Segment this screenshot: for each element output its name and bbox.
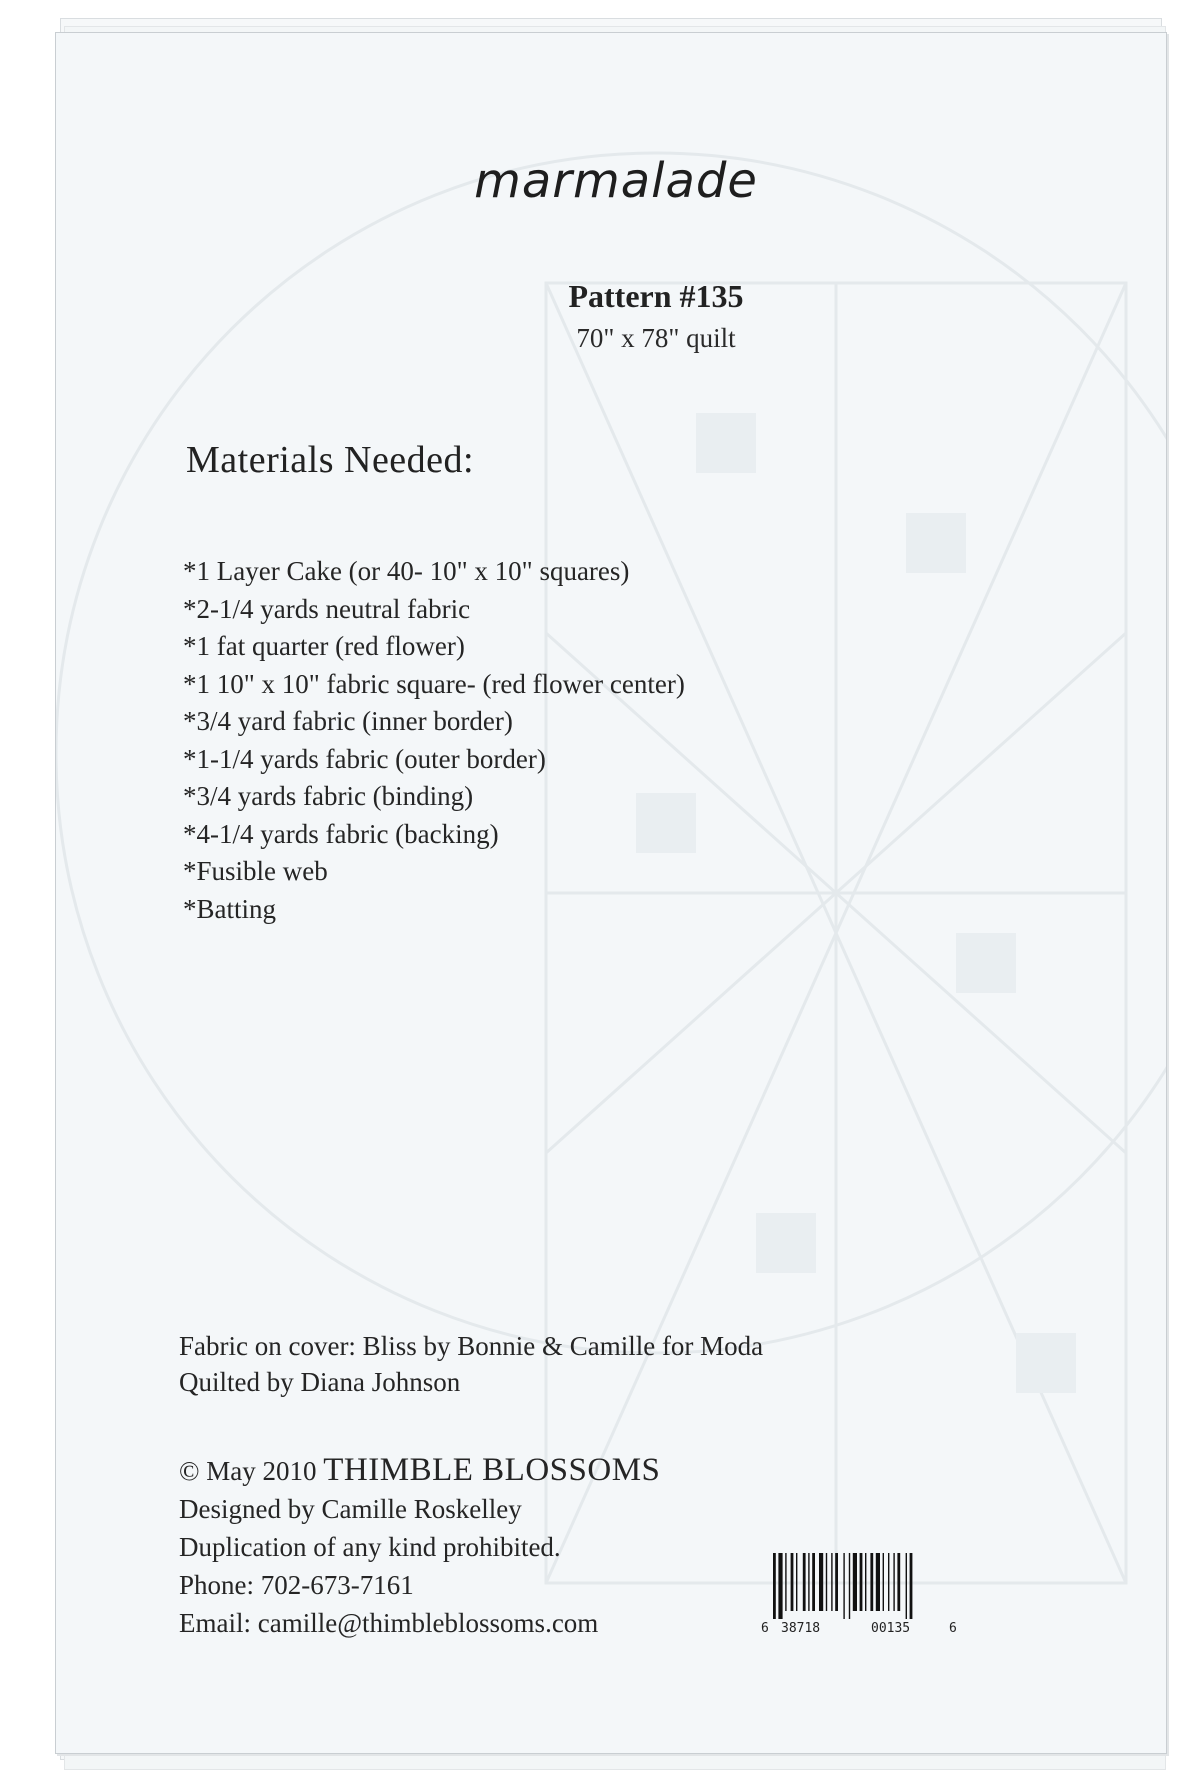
barcode-bar xyxy=(906,1553,907,1619)
barcode-right-group: 00135 xyxy=(871,1621,911,1636)
phone-number: Phone: 702-673-7161 xyxy=(179,1570,414,1600)
copyright-block xyxy=(179,1451,660,1642)
copyright-date: © May 2010 xyxy=(179,1456,317,1486)
barcode-bar xyxy=(897,1553,900,1611)
materials-item: *1-1/4 yards fabric (outer border) xyxy=(183,743,546,774)
barcode-bar xyxy=(785,1553,786,1611)
barcode-bars xyxy=(759,1553,959,1621)
barcode-bar xyxy=(853,1553,857,1611)
quilter-credit: Quilted by Diana Johnson xyxy=(179,1367,461,1397)
materials-item: *2-1/4 yards neutral fabric xyxy=(183,593,471,624)
barcode-bar xyxy=(910,1553,913,1619)
brand-logo: marmalade xyxy=(474,153,758,209)
materials-item: *1 fat quarter (red flower) xyxy=(183,631,465,661)
materials-heading: Materials Needed: xyxy=(186,439,475,481)
materials-list xyxy=(183,553,685,928)
barcode-bar xyxy=(865,1553,866,1611)
barcode-bar xyxy=(843,1553,844,1619)
materials-item: *3/4 yards fabric (binding) xyxy=(183,781,474,811)
barcode-bar xyxy=(826,1553,827,1611)
barcode-bar xyxy=(791,1553,794,1611)
barcode-bar xyxy=(835,1553,838,1611)
materials-item: *4-1/4 yards fabric (backing) xyxy=(183,818,499,849)
barcode-lead-digit: 6 xyxy=(761,1621,769,1636)
company-name: THIMBLE BLOSSOMS xyxy=(323,1452,661,1488)
materials-item: *1 Layer Cake (or 40- 10" x 10" squares) xyxy=(183,556,630,586)
barcode-bar xyxy=(819,1553,823,1611)
duplication-notice: Duplication of any kind prohibited. xyxy=(179,1532,561,1562)
barcode-check-digit: 6 xyxy=(949,1621,957,1636)
barcode-bar xyxy=(893,1553,894,1611)
barcode-bar xyxy=(876,1553,880,1611)
designer-credit: Designed by Camille Roskelley xyxy=(179,1494,522,1524)
barcode-left-group: 38718 xyxy=(781,1621,821,1636)
barcode-bar xyxy=(808,1553,809,1611)
barcode-bar xyxy=(803,1553,806,1611)
copyright-line xyxy=(179,1451,660,1490)
barcode-bar xyxy=(883,1553,884,1611)
materials-item: *3/4 yard fabric (inner border) xyxy=(183,706,513,736)
barcode-bar xyxy=(860,1553,863,1611)
barcode-bar xyxy=(849,1553,850,1619)
barcode-bar xyxy=(888,1553,889,1611)
barcode-bar xyxy=(812,1553,815,1611)
materials-item: *Fusible web xyxy=(183,856,328,886)
barcode-bar xyxy=(831,1553,832,1611)
barcode-bar xyxy=(796,1553,797,1611)
barcode xyxy=(759,1553,959,1643)
materials-item: *1 10" x 10" fabric square- (red flower center) xyxy=(183,668,685,699)
fabric-credit: Fabric on cover: Bliss by Bonnie & Camille for Moda xyxy=(179,1331,764,1361)
materials-item: *Batting xyxy=(183,893,276,924)
email-address: Email: camille@thimbleblossoms.com xyxy=(179,1608,599,1638)
barcode-bar xyxy=(773,1553,776,1619)
barcode-bar xyxy=(870,1553,873,1611)
quilt-size: 70" x 78" quilt xyxy=(576,323,736,353)
pattern-back-cover xyxy=(55,32,1167,1754)
credits xyxy=(179,1328,763,1400)
barcode-bar xyxy=(778,1553,782,1619)
pattern-number: Pattern #135 xyxy=(568,278,744,314)
